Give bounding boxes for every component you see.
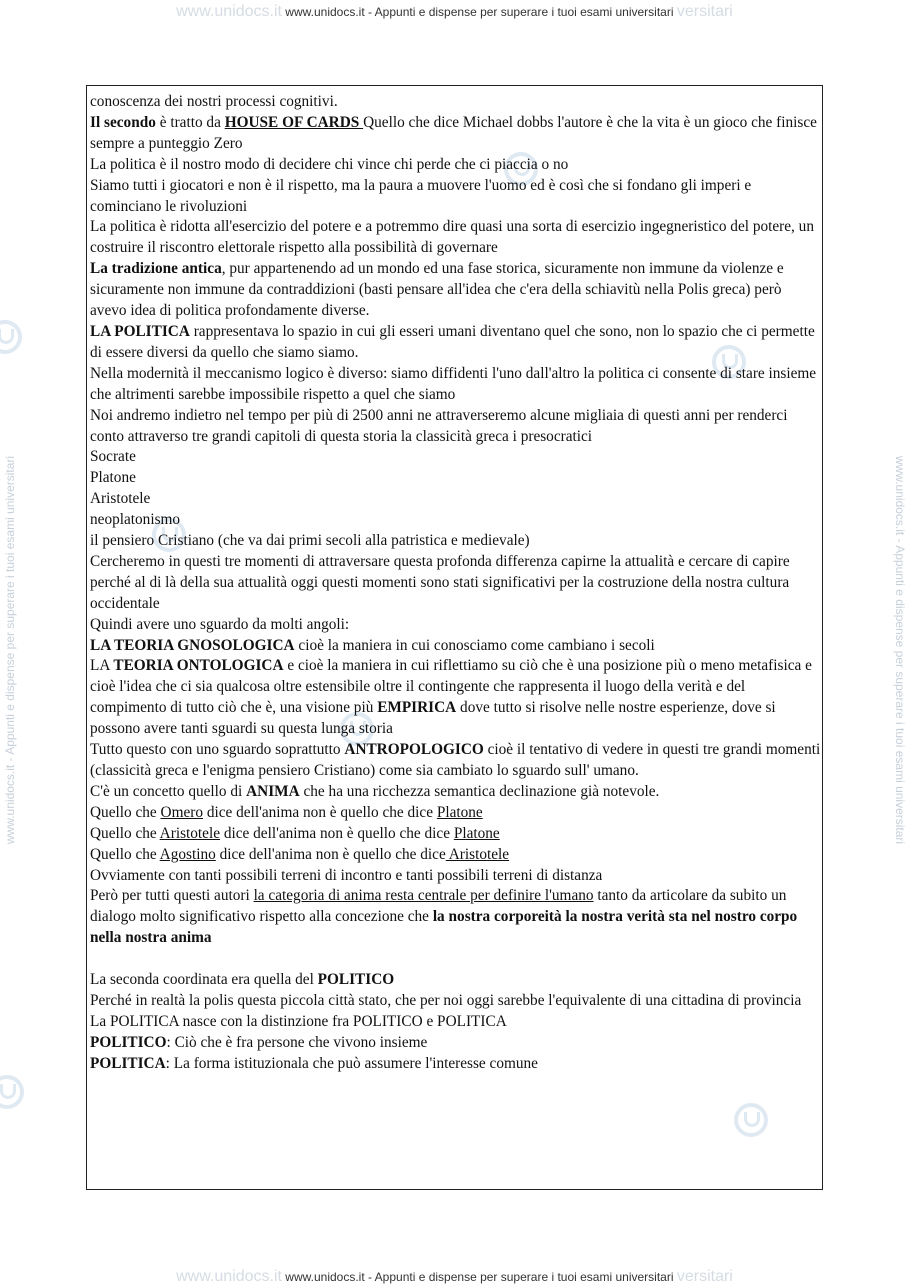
unidocs-logo-icon [0,320,22,354]
text: neoplatonismo [90,511,181,529]
text: Perché in realtà la polis questa piccola città stato, che per noi oggi sarebbe l'equivalente di una cittadina di provincia [90,991,802,1009]
text: Nella modernità il meccanismo logico è diverso: siamo diffidenti l'uno dall'altro la politica ci consente di stare insieme che altrimenti sarebbe impossibile rispetto a quel che siamo [90,364,817,403]
footer-text: www.unidocs.it - Appunti e dispense per superare i tuoi esami universitari [285,1270,674,1284]
text: dice dell'anima non è quello che dice [220,824,454,842]
text: Aristotele [90,490,151,508]
text: Però per tutti questi autori [90,887,254,905]
text: LA [90,657,114,675]
bold-text: la nostra corporeità la nostra verità sta nel nostro corpo nella nostra anima [90,908,798,947]
text: Noi andremo indietro nel tempo per più di 2500 anni ne attraverseremo alcune migliaia di questi anni per renderci conto attraverso tre grandi capitoli di questa storia la classicità greca i presocratici [90,406,788,445]
bold-text: POLITICA [90,1054,166,1072]
paragraph [90,970,821,991]
paragraph [90,259,821,322]
paragraph [90,824,821,845]
text: che ha una ricchezza semantica declinazione già notevole. [299,782,660,800]
underlined-name: Omero [160,803,203,821]
text: dice dell'anima non è quello che dice [203,803,437,821]
text: Cercheremo in questi tre momenti di attraversare questa profonda differenza capirne la attualità e cercare di capire perché al di là della sua attualità oggi questi momenti sono stati significativi per la costruzione della nostra cultura occidentale [90,552,790,612]
paragraph [90,991,821,1012]
bold-text: LA TEORIA GNOSOLOGICA [90,636,295,654]
side-watermark-left: www.unidocs.it - Appunti e dispense per superare i tuoi esami universitari [3,455,17,845]
paragraph [90,447,821,468]
page-footer [0,1268,909,1286]
paragraph [90,406,821,448]
paragraph [90,155,821,176]
underlined-name: Platone [453,824,500,842]
bold-text: LA POLITICA [90,322,190,340]
text: dice dell'anima non è quello che dice [215,845,446,863]
text: Quindi avere uno sguardo da molti angoli: [90,615,350,633]
paragraph [90,1012,821,1033]
bold-text: POLITICO [317,971,395,989]
underlined-name: Aristotele [445,845,510,863]
text: Quello che dice Michael dobbs l'autore è che la vita è un gioco che finisce sempre a punteggio Zero [90,113,817,152]
underlined-name: Agostino [159,845,216,863]
paragraph [90,782,821,803]
text: dove tutto si risolve nelle nostre esperienze, dove si possono avere tanti sguardi su questa lunga storia [90,699,776,738]
text: , pur appartenendo ad un mondo ed una fase storica, sicuramente non immune da violenze e sicuramente non immune da contraddizioni (basti pensare all'idea che c'era della schiavitù nella Polis greca) però avevo idea di politica profondamente diverse. [90,260,784,320]
paragraph [90,636,821,657]
paragraph [90,740,821,782]
text: Tutto questo con uno sguardo soprattutto [90,741,345,759]
text: rappresentava lo spazio in cui gli esseri umani diventano quel che sono, non lo spazio che ci permette di essere diversi da quello che siamo siamo. [90,322,815,361]
footer-ghost-right: versitari [676,1268,733,1285]
text: : La forma istituzionala che può assumere l'interesse comune [165,1054,538,1072]
paragraph [90,656,821,740]
underlined-name: Platone [436,803,483,821]
text: conoscenza dei nostri processi cognitivi. [90,93,338,110]
underlined-text: la categoria di anima resta centrale per definire l'umano [253,887,594,905]
blank-line [90,949,821,970]
paragraph [90,886,821,949]
paragraph [90,531,821,552]
bold-text: ANIMA [246,782,300,800]
bold-text: La tradizione antica [90,260,222,278]
text: Platone [90,469,136,487]
text: Quello che [90,824,160,842]
paragraph [90,322,821,364]
paragraph [90,364,821,406]
paragraph [90,1054,821,1075]
unidocs-logo-icon [0,1075,24,1109]
paragraph [90,176,821,218]
paragraph [90,845,821,866]
paragraph [90,113,821,155]
bold-text: EMPIRICA [377,699,457,717]
paragraph [90,92,821,113]
text: La POLITICA nasce con la distinzione fra POLITICO e POLITICA [90,1012,507,1030]
text: La politica è ridotta all'esercizio del potere e a potremmo dire quasi una sorta di esercizio ingegneristico del potere, un costruire il riscontro elettorale rispetto alla possibilità di governare [90,218,814,257]
text: è tratto da [155,113,225,131]
side-watermark-right: www.unidocs.it - Appunti e dispense per superare i tuoi esami universitari [893,455,907,845]
text: : Ciò che è fra persone che vivono insieme [166,1033,428,1051]
text: La seconda coordinata era quella del [90,971,318,989]
paragraph [90,510,821,531]
underlined-name: Aristotele [159,824,220,842]
header-text: www.unidocs.it - Appunti e dispense per superare i tuoi esami universitari [285,5,674,19]
paragraph [90,615,821,636]
paragraph [90,866,821,887]
text: il pensiero Cristiano (che va dai primi secoli alla patristica e medievale) [90,532,530,550]
footer-ghost-left: www.unidocs.it [176,1268,282,1285]
bold-text: ANTROPOLOGICO [344,741,484,759]
bold-text: Il secondo [90,113,156,131]
text: Siamo tutti i giocatori e non è il rispetto, ma la paura a muovere l'uomo ed è così che si fondano gli imperi e cominciano le rivoluzioni [90,176,752,215]
text: e cioè la maniera in cui riflettiamo su ciò che è una posizione più o meno metafisica e cioè l'idea che ci sia qualcosa oltre estensibile oltre il contingente che rappresenta il luogo della verità e del compimento di tutto ciò che è, una visione più [90,657,812,717]
paragraph [90,468,821,489]
title-reference: HOUSE OF CARDS [224,113,364,131]
text: La politica è il nostro modo di decidere chi vince chi perde che ci piaccia o no [90,155,569,173]
document-body [90,92,821,1075]
paragraph [90,552,821,615]
header-ghost-left: www.unidocs.it [176,3,282,20]
text: tanto da articolare da subito un dialogo molto significativo rispetto alla concezione che [90,887,787,926]
text: Quello che [90,803,161,821]
header-ghost-right: versitari [676,3,733,20]
paragraph [90,217,821,259]
text: Ovviamente con tanti possibili terreni di incontro e tanti possibili terreni di distanza [90,866,603,884]
text: C'è un concetto quello di [90,782,247,800]
paragraph [90,803,821,824]
text: Socrate [90,448,136,466]
bold-text: POLITICO [90,1033,167,1051]
paragraph [90,489,821,510]
text: cioè la maniera in cui conosciamo come cambiano i secoli [294,636,655,654]
bold-text: TEORIA ONTOLOGICA [113,657,284,675]
text: cioè il tentativo di vedere in questi tre grandi momenti (classicità greca e l'enigma pensiero Cristiano) come sia cambiato lo sguardo sull' umano. [90,741,821,779]
text: Quello che [90,845,160,863]
page-header [0,3,909,21]
paragraph [90,1033,821,1054]
